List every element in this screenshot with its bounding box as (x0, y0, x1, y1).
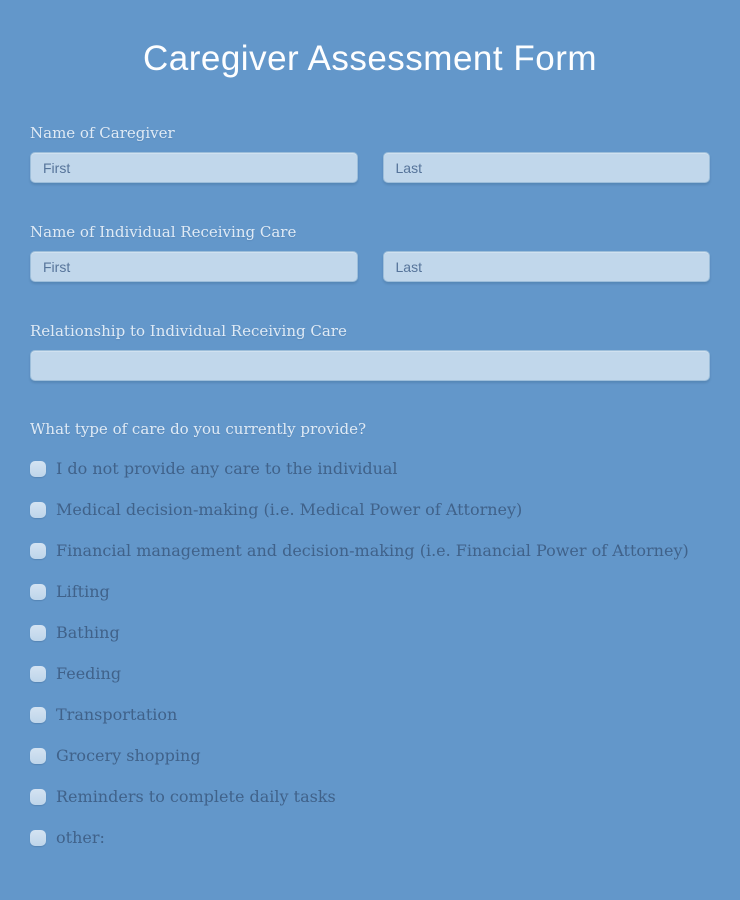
care-type-options (30, 458, 710, 849)
individual-name-label: Name of Individual Receiving Care (30, 223, 297, 241)
relationship-input-row (30, 350, 710, 381)
caregiver-last-input[interactable] (383, 152, 711, 183)
care-option-checkbox[interactable] (30, 830, 46, 846)
caregiver-first-input[interactable] (30, 152, 358, 183)
care-option-row[interactable] (30, 786, 710, 808)
care-option-label: I do not provide any care to the individual (56, 459, 398, 478)
care-option-checkbox[interactable] (30, 625, 46, 641)
caregiver-name-inputs (30, 152, 710, 183)
care-type-question-label: What type of care do you currently provide? (30, 420, 367, 438)
care-option-label: Grocery shopping (56, 746, 201, 765)
care-option-label: Feeding (56, 664, 122, 683)
care-option-label: Bathing (56, 623, 120, 642)
care-option-label: Financial management and decision-making (i.e. Financial Power of Attorney) (56, 541, 689, 560)
care-option-checkbox[interactable] (30, 666, 46, 682)
care-option-checkbox[interactable] (30, 502, 46, 518)
individual-first-input[interactable] (30, 251, 358, 282)
care-option-row[interactable] (30, 622, 710, 644)
care-option-row[interactable] (30, 540, 710, 562)
care-option-checkbox[interactable] (30, 789, 46, 805)
care-option-checkbox[interactable] (30, 461, 46, 477)
care-option-label: Lifting (56, 582, 110, 601)
care-type-group (30, 420, 710, 849)
care-option-label: Reminders to complete daily tasks (56, 787, 336, 806)
care-option-checkbox[interactable] (30, 543, 46, 559)
individual-last-input[interactable] (383, 251, 711, 282)
care-option-label: other: (56, 828, 105, 847)
page-title: Caregiver Assessment Form (142, 39, 598, 78)
care-option-row[interactable] (30, 499, 710, 521)
relationship-input[interactable] (30, 350, 710, 381)
individual-name-inputs (30, 251, 710, 282)
care-option-checkbox[interactable] (30, 748, 46, 764)
care-option-row[interactable] (30, 704, 710, 726)
individual-name-group (30, 223, 710, 282)
care-option-row[interactable] (30, 663, 710, 685)
care-option-label: Medical decision-making (i.e. Medical Power of Attorney) (56, 500, 523, 519)
caregiver-name-label: Name of Caregiver (30, 124, 175, 142)
care-option-checkbox[interactable] (30, 584, 46, 600)
relationship-label: Relationship to Individual Receiving Care (30, 322, 347, 340)
caregiver-name-group (30, 124, 710, 183)
care-option-row[interactable] (30, 745, 710, 767)
care-option-row[interactable] (30, 581, 710, 603)
care-option-label: Transportation (56, 705, 178, 724)
relationship-group (30, 322, 710, 381)
care-option-checkbox[interactable] (30, 707, 46, 723)
care-option-row[interactable] (30, 458, 710, 480)
care-option-row[interactable] (30, 827, 710, 849)
